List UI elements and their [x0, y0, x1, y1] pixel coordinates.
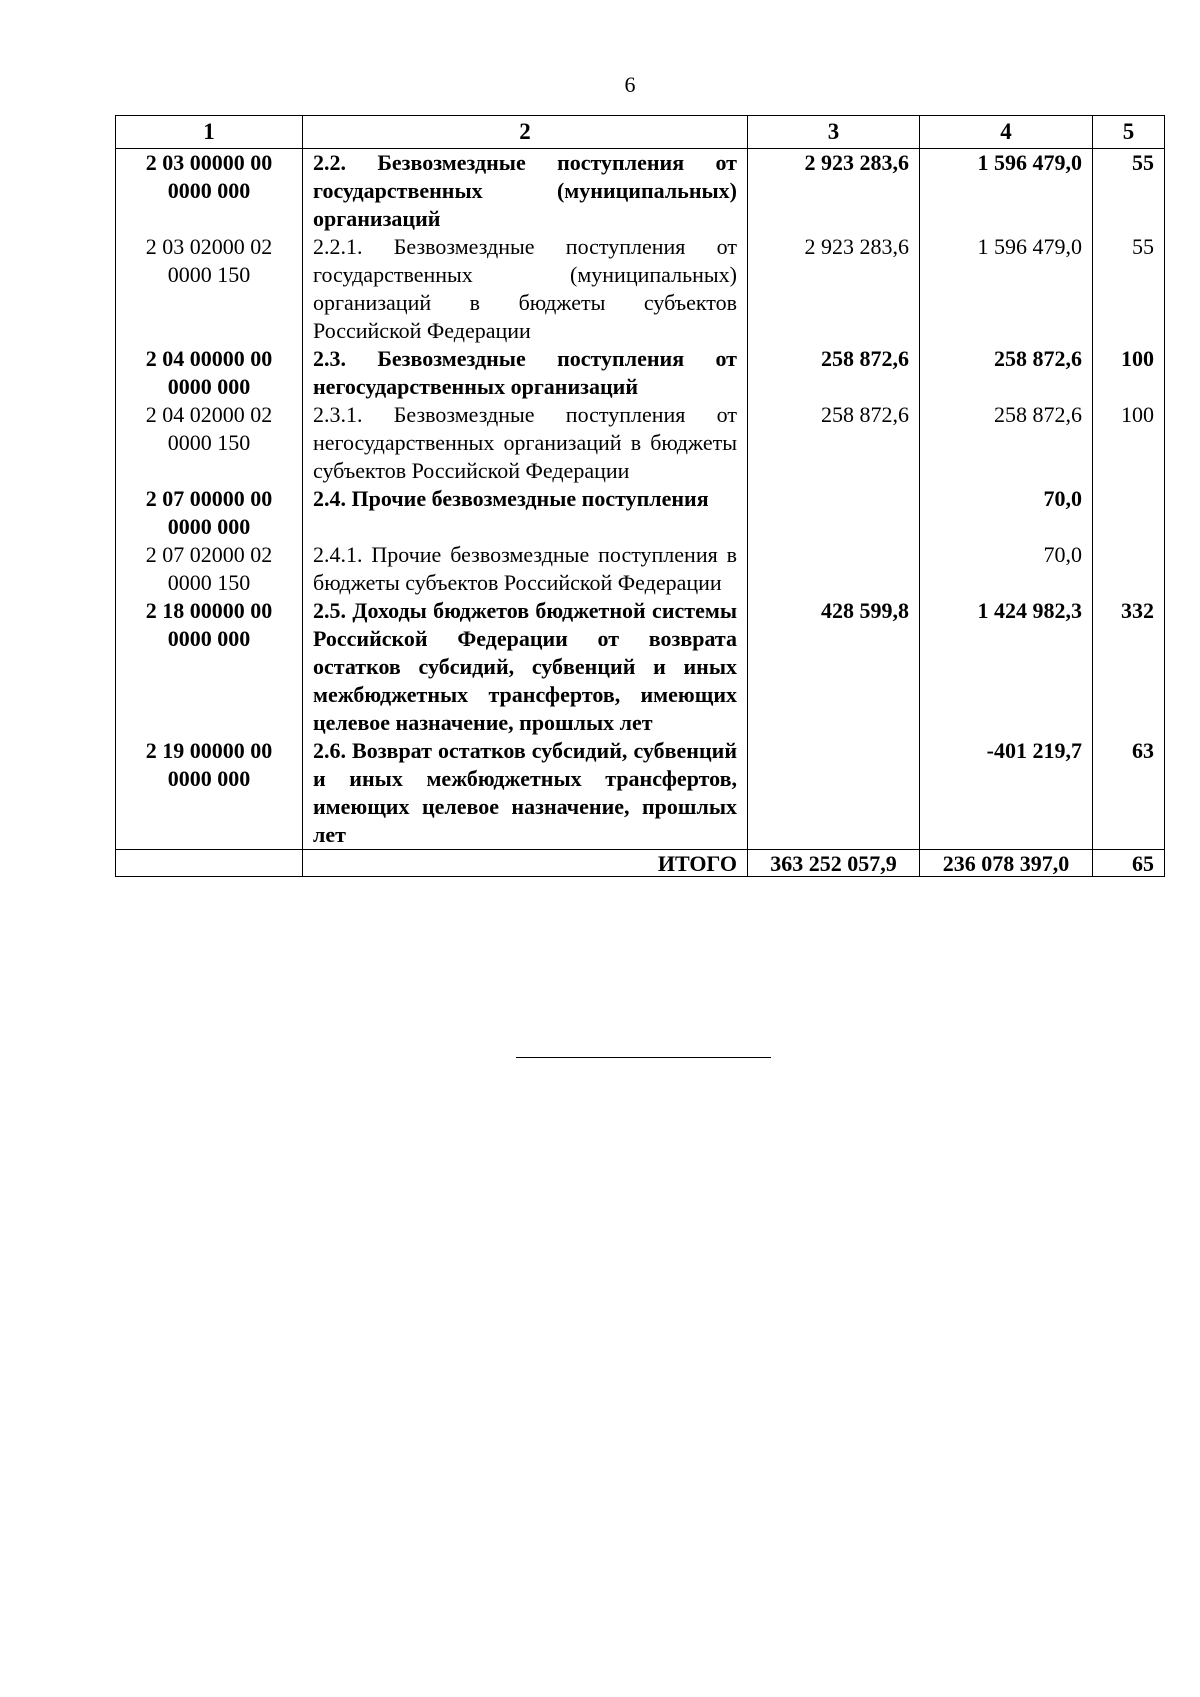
row-percent [1093, 485, 1165, 541]
total-plan: 363 252 057,9 [748, 850, 920, 877]
table-row [116, 737, 1165, 850]
row-name: 2.5. Доходы бюджетов бюджетной системы Российской Федерации от возврата остатков субсидий, субвенций и иных межбюджетных трансфертов, имеющих целевое назначение, прошлых лет [303, 597, 748, 737]
row-code: 2 07 02000 02 0000 150 [116, 541, 303, 597]
row-percent: 63 [1093, 737, 1165, 850]
row-code: 2 04 02000 02 0000 150 [116, 401, 303, 485]
row-percent: 100 [1093, 345, 1165, 401]
total-empty-cell [116, 850, 303, 877]
row-code: 2 07 00000 00 0000 000 [116, 485, 303, 541]
row-percent [1093, 541, 1165, 597]
row-actual: 70,0 [920, 541, 1093, 597]
row-code: 2 03 02000 02 0000 150 [116, 233, 303, 345]
row-plan [748, 737, 920, 850]
row-name: 2.2. Безвозмездные поступления от государственных (муниципальных) организаций [303, 149, 748, 234]
page-number: 6 [624, 72, 636, 97]
row-plan: 428 599,8 [748, 597, 920, 737]
total-percent: 65 [1093, 850, 1165, 877]
row-name: 2.4. Прочие безвозмездные поступления [303, 485, 748, 541]
row-code: 2 18 00000 00 0000 000 [116, 597, 303, 737]
row-code: 2 04 00000 00 0000 000 [116, 345, 303, 401]
budget-revenue-table [115, 115, 1165, 877]
footer-separator-line [516, 1057, 771, 1058]
table-header-row [116, 116, 1165, 149]
row-actual: 258 872,6 [920, 345, 1093, 401]
row-percent: 332 [1093, 597, 1165, 737]
row-actual: 1 424 982,3 [920, 597, 1093, 737]
row-name: 2.2.1. Безвозмездные поступления от государственных (муниципальных) организаций в бюджеты субъектов Российской Федерации [303, 233, 748, 345]
row-actual: -401 219,7 [920, 737, 1093, 850]
table-row [116, 401, 1165, 485]
row-name: 2.4.1. Прочие безвозмездные поступления в бюджеты субъектов Российской Федерации [303, 541, 748, 597]
row-plan: 258 872,6 [748, 401, 920, 485]
header-col-4: 4 [920, 116, 1093, 149]
header-col-1: 1 [116, 116, 303, 149]
row-plan [748, 485, 920, 541]
row-name: 2.3.1. Безвозмездные поступления от негосударственных организаций в бюджеты субъектов Российской Федерации [303, 401, 748, 485]
row-actual: 1 596 479,0 [920, 149, 1093, 234]
row-actual: 258 872,6 [920, 401, 1093, 485]
total-label: ИТОГО [303, 850, 748, 877]
row-name: 2.3. Безвозмездные поступления от негосударственных организаций [303, 345, 748, 401]
table-total-row [116, 850, 1165, 877]
row-plan: 2 923 283,6 [748, 233, 920, 345]
table-row [116, 233, 1165, 345]
table-row [116, 485, 1165, 541]
row-percent: 55 [1093, 149, 1165, 234]
row-percent: 55 [1093, 233, 1165, 345]
header-col-2: 2 [303, 116, 748, 149]
row-actual: 1 596 479,0 [920, 233, 1093, 345]
row-plan: 258 872,6 [748, 345, 920, 401]
row-name: 2.6. Возврат остатков субсидий, субвенций и иных межбюджетных трансфертов, имеющих целевое назначение, прошлых лет [303, 737, 748, 850]
table-row [116, 541, 1165, 597]
row-actual: 70,0 [920, 485, 1093, 541]
table-row [116, 597, 1165, 737]
row-code: 2 03 00000 00 0000 000 [116, 149, 303, 234]
header-col-3: 3 [748, 116, 920, 149]
row-code: 2 19 00000 00 0000 000 [116, 737, 303, 850]
table-row [116, 345, 1165, 401]
total-actual: 236 078 397,0 [920, 850, 1093, 877]
row-percent: 100 [1093, 401, 1165, 485]
table-row [116, 149, 1165, 234]
header-col-5: 5 [1093, 116, 1165, 149]
row-plan: 2 923 283,6 [748, 149, 920, 234]
row-plan [748, 541, 920, 597]
